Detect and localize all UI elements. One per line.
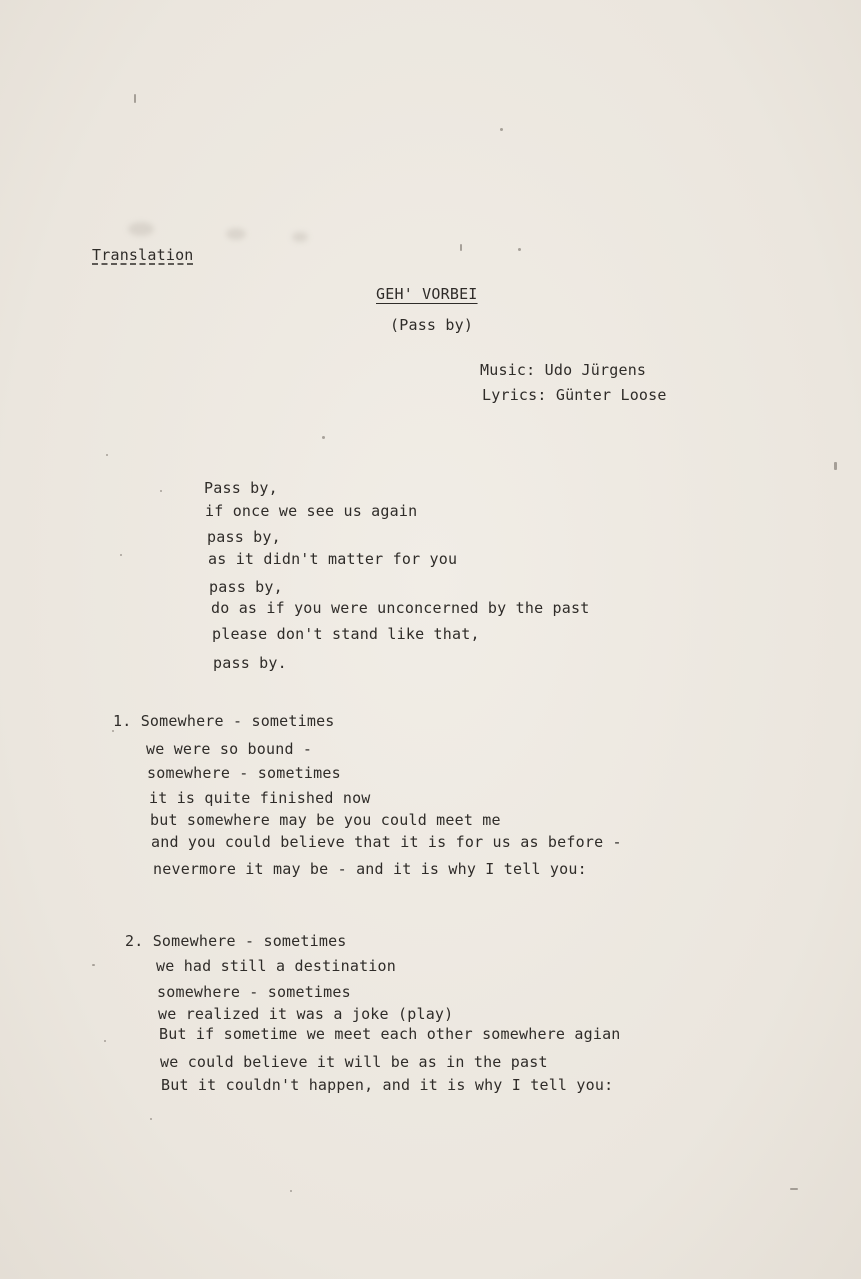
paper-speck (120, 554, 122, 556)
paper-speck (290, 1190, 292, 1192)
paper-smudge (292, 232, 308, 242)
verse-line: somewhere - sometimes (157, 983, 351, 1001)
verse-line: But it couldn't happen, and it is why I tell you: (161, 1076, 614, 1094)
paper-speck (150, 1118, 152, 1120)
verse-line: we were so bound - (146, 740, 313, 758)
chorus-line: do as if you were unconcerned by the past (211, 599, 590, 617)
lyrics-credit: Lyrics: Günter Loose (482, 386, 667, 404)
verse-line: somewhere - sometimes (147, 764, 341, 782)
chorus-line: pass by, (207, 528, 281, 546)
paper-speck (500, 128, 503, 131)
verse-line: we could believe it will be as in the past (160, 1053, 548, 1071)
music-credit: Music: Udo Jürgens (480, 361, 647, 379)
verse-line: we had still a destination (156, 957, 396, 975)
verse-line: we realized it was a joke (play) (158, 1005, 454, 1023)
verse-line: and you could believe that it is for us as before - (151, 833, 622, 851)
paper-speck (834, 462, 837, 470)
paper-speck (460, 244, 462, 251)
paper-speck (92, 964, 95, 966)
verse-line: but somewhere may be you could meet me (150, 811, 501, 829)
paper-speck (106, 454, 108, 456)
chorus-line: if once we see us again (205, 502, 418, 520)
verse-line: it is quite finished now (149, 789, 371, 807)
chorus-line: pass by, (209, 578, 283, 596)
paper-speck (518, 248, 521, 251)
chorus-line: as it didn't matter for you (208, 550, 458, 568)
verse-line: nevermore it may be - and it is why I tell you: (153, 860, 587, 878)
song-subtitle: (Pass by) (390, 316, 474, 334)
chorus-line: Pass by, (204, 479, 278, 497)
paper-speck (160, 490, 162, 492)
song-title: GEH' VORBEI (376, 285, 478, 303)
paper-speck (322, 436, 325, 439)
verse-line: 2. Somewhere - sometimes (125, 932, 347, 950)
paper-speck (112, 730, 114, 732)
paper-smudge (226, 228, 246, 240)
paper-speck (104, 1040, 106, 1042)
heading: Translation (92, 246, 194, 264)
chorus-line: pass by. (213, 654, 287, 672)
verse-line: 1. Somewhere - sometimes (113, 712, 335, 730)
chorus-line: please don't stand like that, (212, 625, 480, 643)
verse-line: But if sometime we meet each other somewhere agian (159, 1025, 621, 1043)
paper-smudge (128, 222, 154, 236)
paper-speck (790, 1188, 798, 1190)
paper-speck (134, 94, 136, 103)
